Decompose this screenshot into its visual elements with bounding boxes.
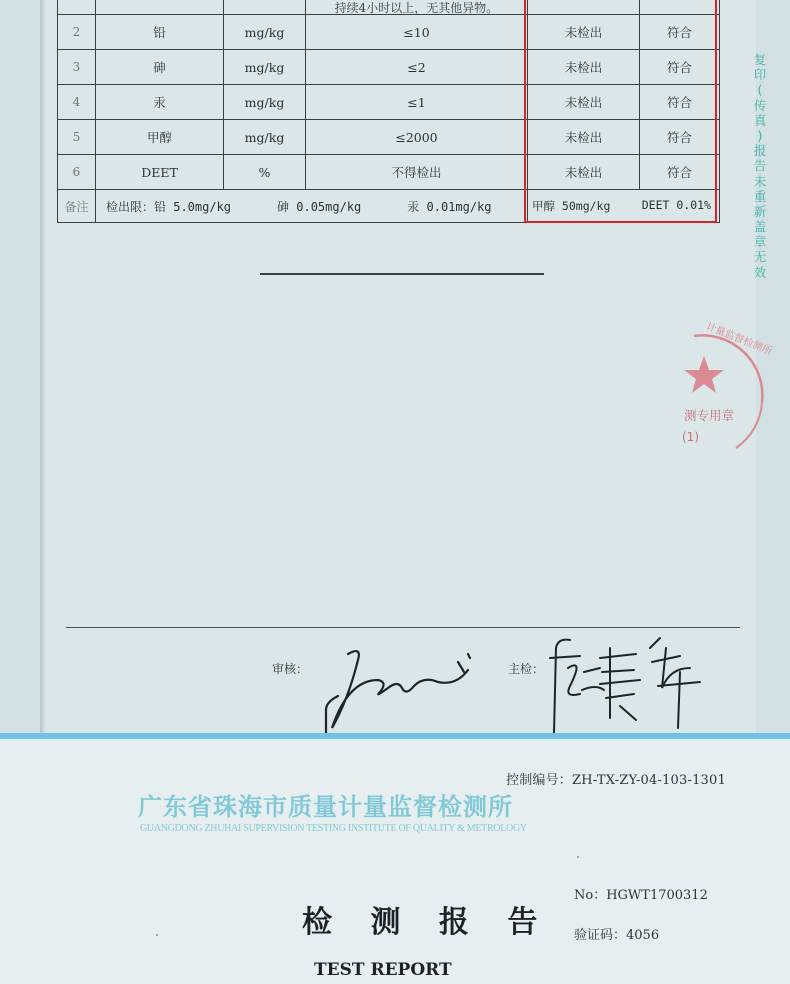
requirement: ≤1 [306,85,528,120]
limit-arsenic: 砷 0.05mg/kg [277,199,362,214]
cut-note: 持续4小时以上，无其他异物。 [306,0,528,15]
unit: mg/kg [224,15,306,50]
table-row [58,15,720,50]
table-row [58,85,720,120]
result: 未检出 [528,120,640,155]
institute-name-cn: 广东省珠海市质量计量监督检测所 [138,793,513,821]
copy-invalid-notice: 复 印 ( 传 真 ) 报 告 未 重 新 盖 章 无 效 [753,52,767,280]
scan-speck [577,856,579,858]
report-number: No：HGWT1700312 [574,888,708,903]
svg-text:(1): (1) [682,430,699,444]
unit: mg/kg [224,120,306,155]
requirement: ≤2000 [306,120,528,155]
unit: % [224,155,306,190]
svg-text:测专用章: 测专用章 [684,408,735,423]
result: 未检出 [528,50,640,85]
test-item: DEET [96,155,224,190]
reviewer-label: 审核： [272,662,309,676]
control-number: 控制编号：ZH-TX-ZY-04-103-1301 [506,773,726,788]
table-row [58,0,720,15]
result: 未检出 [528,85,640,120]
institute-name-en: GUANGDONG ZHUHAI SUPERVISION TESTING INSTITUTE OF QUALITY & METROLOGY [140,823,527,834]
result: 未检出 [528,155,640,190]
test-item: 甲醇 [96,120,224,155]
scan-speck [156,934,158,936]
table-row [58,155,720,190]
requirement: ≤10 [306,15,528,50]
limit-methanol: 甲醇 50mg/kg [532,199,611,213]
reviewer-signature [318,640,488,735]
table-row [58,120,720,155]
limit-mercury: 汞 0.01mg/kg [407,199,492,214]
results-table [57,0,720,223]
row-number: 2 [58,15,96,50]
detection-limits-highlighted [528,190,720,223]
end-of-table-rule [260,273,544,275]
report-title-cn: 检 测 报 告 [302,905,552,940]
chief-inspector-label: 主检： [508,662,545,676]
svg-text:计量监督检测所: 计量监督检测所 [704,321,774,358]
test-item: 汞 [96,85,224,120]
row-number: 4 [58,85,96,120]
chief-inspector-signature [540,628,720,733]
unit: mg/kg [224,85,306,120]
row-number: 6 [58,155,96,190]
star-icon [684,356,724,393]
report-title-en: TEST REPORT [314,960,452,980]
test-item: 砷 [96,50,224,85]
row-number: 5 [58,120,96,155]
verification-code: 验证码：4056 [574,928,660,943]
lower-report-cover [0,739,790,984]
requirement: 不得检出 [306,155,528,190]
binding-shadow [40,0,46,733]
official-seal-stamp [674,306,774,456]
conclusion: 符合 [640,15,720,50]
row-number: 3 [58,50,96,85]
result: 未检出 [528,15,640,50]
conclusion: 符合 [640,50,720,85]
limit-deet: DEET 0.01% [641,198,711,212]
conclusion: 符合 [640,155,720,190]
limit-lead: 检出限：铅 5.0mg/kg [106,199,232,214]
test-item: 铅 [96,15,224,50]
table-row [58,50,720,85]
remark-label: 备注 [58,190,96,223]
conclusion: 符合 [640,85,720,120]
unit: mg/kg [224,50,306,85]
conclusion: 符合 [640,120,720,155]
detection-limits [96,190,528,223]
remark-row [58,190,720,223]
requirement: ≤2 [306,50,528,85]
